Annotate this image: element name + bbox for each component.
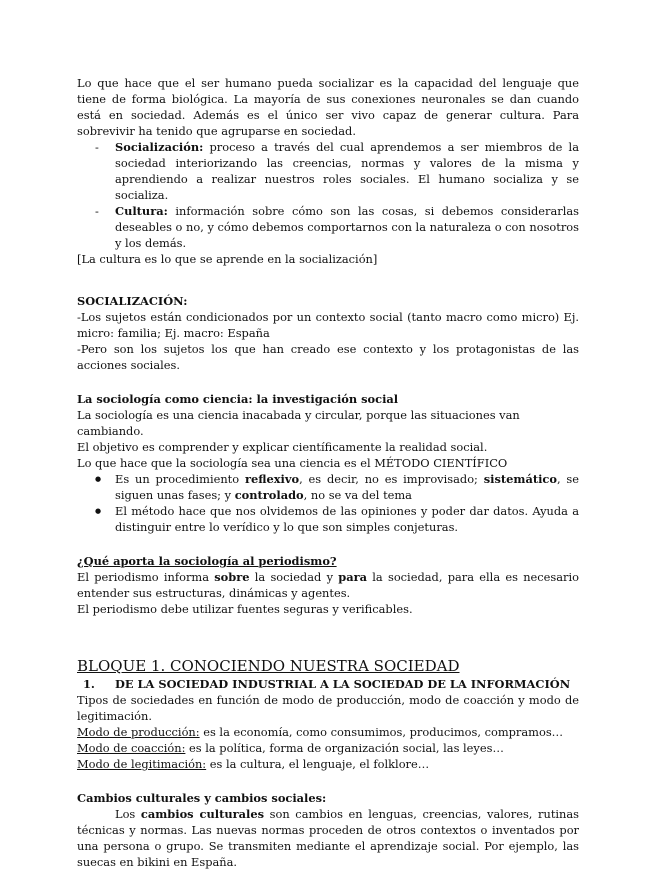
paragraph: El objetivo es comprender y explicar científicamente la realidad social. xyxy=(77,440,488,454)
paragraph: Los cambios culturales son cambios en lenguas, creencias, valores, rutinas técnicas y normas. Las nuevas normas proceden de otros contextos o inventados por una persona o grupo. Se transmiten mediante el aprendizaje social. Por ejemplo, las suecas en bikini en España. xyxy=(77,807,580,869)
intro-paragraph: Lo que hace que el ser humano pueda socializar es la capacidad del lenguaje que tiene de forma biológica. La mayoría de sus conexiones neuronales se dan cuando está en sociedad. Además es el único ser vivo capaz de generar cultura. Para sobrevivir ha tenido que agruparse en sociedad. xyxy=(77,76,579,138)
list-item: ● Es un procedimiento reflexivo, es decir, no es improvisado; sistemático, se siguen unas fases; y controlado, no se va del tema xyxy=(115,471,579,503)
section-heading: Cambios culturales y cambios sociales: xyxy=(77,791,327,805)
definition: información sobre cómo son las cosas, si debemos considerarlas deseables o no, y cómo debemos comportarnos con la naturaleza o con nosotros y los demás. xyxy=(115,204,579,250)
paragraph: Modo de legitimación: es la cultura, el lenguaje, el folklore… xyxy=(77,757,430,771)
section-heading: SOCIALIZACIÓN: xyxy=(77,294,188,308)
paragraph: Tipos de sociedades en función de modo de producción, modo de coacción y modo de legitimación. xyxy=(77,693,579,723)
method-list xyxy=(77,471,579,535)
document-page xyxy=(77,75,579,870)
paragraph: Lo que hace que la sociología sea una ciencia es el MÉTODO CIENTÍFICO xyxy=(77,456,508,470)
paragraph: El periodismo debe utilizar fuentes seguras y verificables. xyxy=(77,602,413,616)
note: [La cultura es lo que se aprende en la socialización] xyxy=(77,252,378,266)
list-item xyxy=(115,203,579,251)
paragraph: Modo de producción: es la economía, como consumimos, producimos, compramos… xyxy=(77,725,564,739)
list-item: ● El método hace que nos olvidemos de las opiniones y poder dar datos. Ayuda a distinguir entre lo verídico y lo que son simples conjeturas. xyxy=(115,503,579,535)
term: Cultura: xyxy=(115,204,168,218)
block-title: BLOQUE 1. CONOCIENDO NUESTRA SOCIEDAD xyxy=(77,657,460,675)
section-heading: La sociología como ciencia: la investigación social xyxy=(77,392,399,406)
paragraph: -Pero son los sujetos los que han creado ese contexto y los protagonistas de las acciones sociales. xyxy=(77,342,579,372)
paragraph: -Los sujetos están condicionados por un contexto social (tanto macro como micro) Ej. micro: familia; Ej. macro: España xyxy=(77,310,579,340)
paragraph: Modo de coacción: es la política, forma de organización social, las leyes… xyxy=(77,741,504,755)
definitions-list xyxy=(77,139,579,251)
term: Socialización: xyxy=(115,140,204,154)
list-item xyxy=(115,139,579,203)
section-heading: ¿Qué aporta la sociología al periodismo? xyxy=(77,554,337,568)
subsection-heading: 1. DE LA SOCIEDAD INDUSTRIAL A LA SOCIEDAD DE LA INFORMACIÓN xyxy=(83,677,571,691)
paragraph: El periodismo informa sobre la sociedad y para la sociedad, para ella es necesario entender sus estructuras, dinámicas y agentes. xyxy=(77,570,580,600)
paragraph: La sociología es una ciencia inacabada y circular, porque las situaciones van cambiando. xyxy=(77,408,520,438)
definition: proceso a través del cual aprendemos a ser miembros de la sociedad interiorizando las creencias, normas y valores de la misma y aprendiendo a realizar nuestros roles sociales. El humano socializa y se socializa. xyxy=(115,140,579,202)
